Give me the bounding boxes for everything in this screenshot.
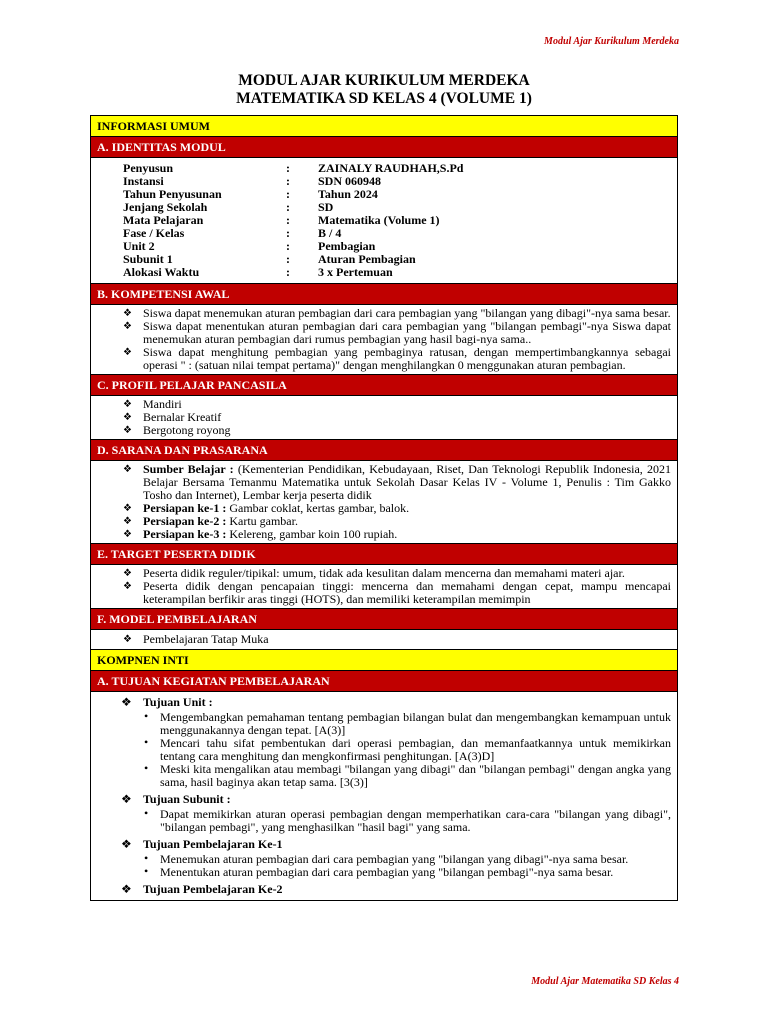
identitas-colon: : [286, 200, 290, 214]
target-section [91, 565, 677, 609]
identitas-key: Tahun Penyusunan [123, 187, 222, 201]
list-item-text: Peserta didik dengan pencapaian tinggi: mencerna dan memahami dengan cepat, mampu mencapai keterampilan berfikir aras tinggi (HOTS), dan memiliki keterampilan memimpin [143, 579, 671, 606]
sarana-text: (Kementerian Pendidikan, Kebudayaan, Riset, Dan Teknologi Republik Indonesia, 2021 Belajar Bersama Temanmu Matematika untuk Sekolah Dasar Kelas IV - Volume 1, Penulis : Tim Gakko Tosho dan Internet), Lembar kerja peserta didik [143, 462, 672, 502]
tujuan-subitem-text: Dapat memikirkan aturan operasi pembagian dengan memperhatikan cara-cara "bilangan yang dibagi", "bilangan pembagi", yang menghasilkan "hasil bagi" yang sama. [160, 807, 671, 834]
tujuan-list [97, 696, 671, 896]
identitas-colon: : [286, 239, 290, 253]
diamond-bullet-icon: ❖ [123, 634, 132, 645]
dot-bullet-icon: • [144, 761, 149, 775]
identitas-key: Alokasi Waktu [123, 265, 200, 279]
identitas-value: SD [318, 200, 334, 214]
dot-bullet-icon: • [144, 735, 149, 749]
identitas-colon: : [286, 252, 290, 266]
dot-bullet-icon: • [144, 709, 149, 723]
header-note: Modul Ajar Kurikulum Merdeka [544, 36, 679, 47]
list-item [123, 463, 671, 502]
identitas-key: Instansi [123, 174, 164, 188]
sarana-heading: D. SARANA DAN PRASARANA [91, 440, 677, 461]
list-item-text: Bernalar Kreatif [143, 410, 222, 424]
list-item-text: Siswa dapat menemukan aturan pembagian dari cara pembagian yang "bilangan yang dibagi"-nya sama besar. [143, 306, 671, 320]
tujuan-subitem [143, 763, 671, 789]
model-section [91, 630, 677, 650]
diamond-bullet-icon: ❖ [123, 308, 132, 319]
list-item [123, 320, 671, 346]
tujuan-sublist [143, 808, 671, 834]
tujuan-group [123, 883, 671, 896]
tujuan-subitem-text: Menentukan aturan pembagian dari cara pembagian yang "bilangan pembagi"-nya sama besar. [160, 865, 614, 879]
kompetensi-section [91, 305, 677, 375]
sarana-text: Kartu gambar. [226, 514, 298, 528]
sarana-label: Persiapan ke-2 : [143, 514, 227, 528]
informasi-umum-bar: INFORMASI UMUM [91, 116, 677, 137]
identitas-value: 3 x Pertemuan [318, 265, 393, 279]
tujuan-group [123, 696, 671, 789]
diamond-bullet-icon: ❖ [121, 882, 132, 896]
diamond-bullet-icon: ❖ [121, 695, 132, 709]
diamond-bullet-icon: ❖ [123, 503, 132, 514]
tujuan-section [91, 692, 677, 900]
identitas-key: Jenjang Sekolah [123, 200, 208, 214]
identitas-value: SDN 060948 [318, 174, 382, 188]
tujuan-subitem [143, 737, 671, 763]
sarana-label: Sumber Belajar : [143, 462, 234, 476]
list-item-text: Peserta didik reguler/tipikal: umum, tidak ada kesulitan dalam mencerna dan memahami materi ajar. [143, 566, 625, 580]
model-heading: F. MODEL PEMBELAJARAN [91, 609, 677, 630]
list-item [123, 528, 671, 541]
identitas-key: Penyusun [123, 161, 174, 175]
list-item [123, 424, 671, 437]
tujuan-subitem [143, 808, 671, 834]
identitas-colon: : [286, 187, 290, 201]
kompetensi-heading: B. KOMPETENSI AWAL [91, 284, 677, 305]
title-line-1: MODUL AJAR KURIKULUM MERDEKA [238, 72, 530, 89]
identitas-value: Aturan Pembagian [318, 252, 416, 266]
profil-list [97, 398, 671, 437]
komponen-inti-bar: KOMPNEN INTI [91, 650, 677, 671]
identitas-row [123, 162, 463, 175]
diamond-bullet-icon: ❖ [123, 425, 132, 436]
list-item-text: Siswa dapat menghitung pembagian yang pembaginya ratusan, dengan mempertimbangkannya sebagai operasi " : (satuan nilai tempat pertama)" dengan menghilangkan 0 menggunakan aturan pembagian. [143, 345, 671, 372]
tujuan-sublist [143, 711, 671, 789]
diamond-bullet-icon: ❖ [123, 412, 132, 423]
sarana-list [97, 463, 671, 541]
tujuan-subitem-text: Mencari tahu sifat pembentukan dari operasi pembagian, dan memanfaatkannya untuk memikirkan tentang cara menghitung dan mengkonfirmasi penghitungan. [A(3)D] [160, 736, 671, 763]
module-table [90, 115, 678, 901]
identitas-key: Mata Pelajaran [123, 213, 204, 227]
list-item [123, 346, 671, 372]
list-item-text: Siswa dapat menentukan aturan pembagian dari cara pembagian yang "bilangan pembagi"-nya Siswa dapat menemukan aturan pembagian dari rumus pembagian yang hasil bagi-nya sama.. [143, 319, 671, 346]
page-title [0, 72, 768, 108]
diamond-bullet-icon: ❖ [123, 529, 132, 540]
profil-section [91, 396, 677, 440]
list-item-text: Mandiri [143, 397, 182, 411]
identitas-key: Fase / Kelas [123, 226, 185, 240]
tujuan-subitem [143, 711, 671, 737]
model-list [97, 633, 671, 646]
tujuan-group-head: Tujuan Unit : [143, 695, 213, 709]
diamond-bullet-icon: ❖ [123, 399, 132, 410]
identitas-colon: : [286, 161, 290, 175]
identitas-colon: : [286, 213, 290, 227]
title-line-2: MATEMATIKA SD KELAS 4 (VOLUME 1) [236, 90, 532, 107]
diamond-bullet-icon: ❖ [123, 347, 132, 358]
diamond-bullet-icon: ❖ [123, 321, 132, 332]
identitas-colon: : [286, 226, 290, 240]
tujuan-group [123, 793, 671, 834]
target-heading: E. TARGET PESERTA DIDIK [91, 544, 677, 565]
kompetensi-list [97, 307, 671, 372]
target-list [97, 567, 671, 606]
sarana-text: Gambar coklat, kertas gambar, balok. [226, 501, 410, 515]
list-item [123, 580, 671, 606]
identitas-value: Pembagian [318, 239, 376, 253]
identitas-value: B / 4 [318, 226, 342, 240]
diamond-bullet-icon: ❖ [121, 792, 132, 806]
tujuan-group-head: Tujuan Pembelajaran Ke-2 [143, 882, 283, 896]
identitas-section [91, 158, 677, 284]
footer-note: Modul Ajar Matematika SD Kelas 4 [531, 976, 679, 987]
profil-heading: C. PROFIL PELAJAR PANCASILA [91, 375, 677, 396]
diamond-bullet-icon: ❖ [123, 581, 132, 592]
identitas-key: Subunit 1 [123, 252, 173, 266]
list-item-text: Pembelajaran Tatap Muka [143, 632, 269, 646]
tujuan-group-head: Tujuan Pembelajaran Ke-1 [143, 837, 283, 851]
sarana-label: Persiapan ke-3 : [143, 527, 227, 541]
list-item-text: Bergotong royong [143, 423, 231, 437]
diamond-bullet-icon: ❖ [121, 837, 132, 851]
tujuan-subitem-text: Menemukan aturan pembagian dari cara pembagian yang "bilangan yang dibagi"-nya sama besar. [160, 852, 629, 866]
sarana-section [91, 461, 677, 544]
list-item [123, 633, 671, 646]
dot-bullet-icon: • [144, 851, 149, 865]
identitas-value: Tahun 2024 [318, 187, 378, 201]
tujuan-subitem-text: Meski kita mengalikan atau membagi "bilangan yang dibagi" dan "bilangan pembagi" dengan angka yang sama, hasil baginya akan tetap sama. [3(3)] [160, 762, 671, 789]
identitas-value: Matematika (Volume 1) [318, 213, 440, 227]
dot-bullet-icon: • [144, 806, 149, 820]
dot-bullet-icon: • [144, 864, 149, 878]
sarana-text: Kelereng, gambar koin 100 rupiah. [226, 527, 398, 541]
identitas-value: ZAINALY RAUDHAH,S.Pd [318, 161, 464, 175]
diamond-bullet-icon: ❖ [123, 568, 132, 579]
tujuan-heading: A. TUJUAN KEGIATAN PEMBELAJARAN [91, 671, 677, 692]
tujuan-subitem-text: Mengembangkan pemahaman tentang pembagian bilangan bulat dan mengembangkan kemampuan untuk menggunakannya dengan tepat. [A(3)] [160, 710, 671, 737]
tujuan-sublist [143, 853, 671, 879]
identitas-colon: : [286, 174, 290, 188]
identitas-row [123, 266, 463, 279]
diamond-bullet-icon: ❖ [123, 516, 132, 527]
sarana-label: Persiapan ke-1 : [143, 501, 227, 515]
identitas-key: Unit 2 [123, 239, 155, 253]
tujuan-group-head: Tujuan Subunit : [143, 792, 231, 806]
tujuan-subitem [143, 866, 671, 879]
tujuan-group [123, 838, 671, 879]
identitas-row [123, 227, 463, 240]
identitas-colon: : [286, 265, 290, 279]
diamond-bullet-icon: ❖ [123, 464, 132, 475]
identitas-table [123, 162, 463, 279]
identitas-heading: A. IDENTITAS MODUL [91, 137, 677, 158]
